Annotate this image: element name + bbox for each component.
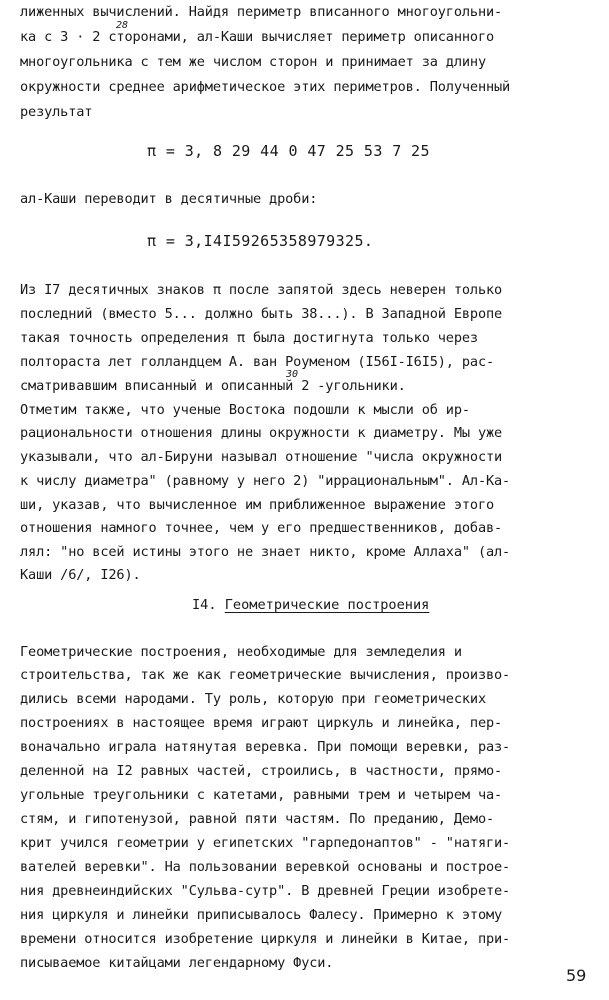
page-number: 59 [566, 966, 587, 985]
text-line: ния древнеиндийских "Сульва-сутр". В древней Греции изобрете- [20, 883, 511, 899]
pi-decimal-formula: π = 3,I4I59265358979325. [147, 232, 374, 250]
text-line: угольные треугольники с катетами, равными трем и четырем ча- [20, 787, 503, 803]
text-line: полтораста лет голландцем А. ван Роуменом (I56I-I6I5), рас- [20, 354, 495, 370]
text-line: стям, и гипотенузой, равной пяти частям. По преданию, Демо- [20, 811, 495, 827]
section-title: Геометрические построения [224, 597, 430, 613]
text-line: окружности среднее арифметическое этих периметров. Полученный [20, 79, 511, 95]
section-number: I4. [192, 597, 217, 613]
superscript-exponent: 30 [286, 369, 299, 380]
text-line: рациональности отношения длины окружности к диаметру. Мы уже [20, 425, 503, 441]
text-line: дились всеми народами. Ту роль, которую при геометрических [20, 691, 486, 707]
text-line: строительства, так же как геометрические вычисления, произво- [20, 667, 511, 683]
text-line: многоугольника с тем же числом сторон и принимает за длину [20, 54, 486, 70]
text-line: лиженных вычислений. Найдя периметр вписанного многоугольни- [20, 4, 503, 20]
text-line: писываемое китайцами легендарному Фуси. [20, 955, 334, 971]
section-heading [192, 597, 429, 613]
text-line: вателей веревки". На пользовании веревкой основаны и построе- [20, 859, 511, 875]
text-line: Из I7 десятичных знаков π после запятой здесь неверен только [20, 282, 503, 298]
text-line: результат [20, 104, 93, 120]
text-line: деленной на I2 равных частей, строились, в частности, прямо- [20, 763, 503, 779]
text-line: такая точность определения π была достигнута только через [20, 330, 478, 346]
text-line: сматривавшим вписанный и описанный 2 -угольники. [20, 378, 406, 394]
text-line: ал-Каши переводит в десятичные дроби: [20, 191, 318, 207]
text-line: Отметим также, что ученые Востока подошли к мысли об ир- [20, 402, 470, 418]
text-line: ния циркуля и линейки приписывалось Фалесу. Примерно к этому [20, 907, 503, 923]
pi-sexagesimal-formula: π = 3, 8 29 44 0 47 25 53 7 25 [147, 142, 430, 160]
text-line: последний (вместо 5... должно быть 38...). В Западной Европе [20, 306, 503, 322]
superscript-exponent: 28 [116, 20, 129, 31]
text-line: Каши /6/, I26). [20, 567, 141, 583]
text-line: лял: "но всей истины этого не знает никто, кроме Аллаха" (ал- [20, 544, 511, 560]
text-line: отношения намного точнее, чем у его предшественников, добав- [20, 520, 503, 536]
text-line: построениях в настоящее время играют циркуль и линейка, пер- [20, 715, 503, 731]
text-line: Геометрические построения, необходимые для земледелия и [20, 644, 462, 660]
text-line: к числу диаметра" (равному у него 2) "иррациональным". Ал-Ка- [20, 473, 511, 489]
text-line: крит учился геометрии у египетских "гарпедонаптов" - "натяги- [20, 835, 511, 851]
text-line: ши, указав, что вычисленное им приближенное выражение этого [20, 497, 495, 513]
text-line: воначально играла натянутая веревка. При помощи веревки, раз- [20, 739, 511, 755]
text-line: указывали, что ал-Бируни называл отношение "числа окружности [20, 449, 503, 465]
text-line: времени относится изобретение циркуля и линейки в Китае, при- [20, 931, 511, 947]
text-line: ка с 3 · 2 сторонами, ал-Каши вычисляет периметр описанного [20, 29, 495, 45]
